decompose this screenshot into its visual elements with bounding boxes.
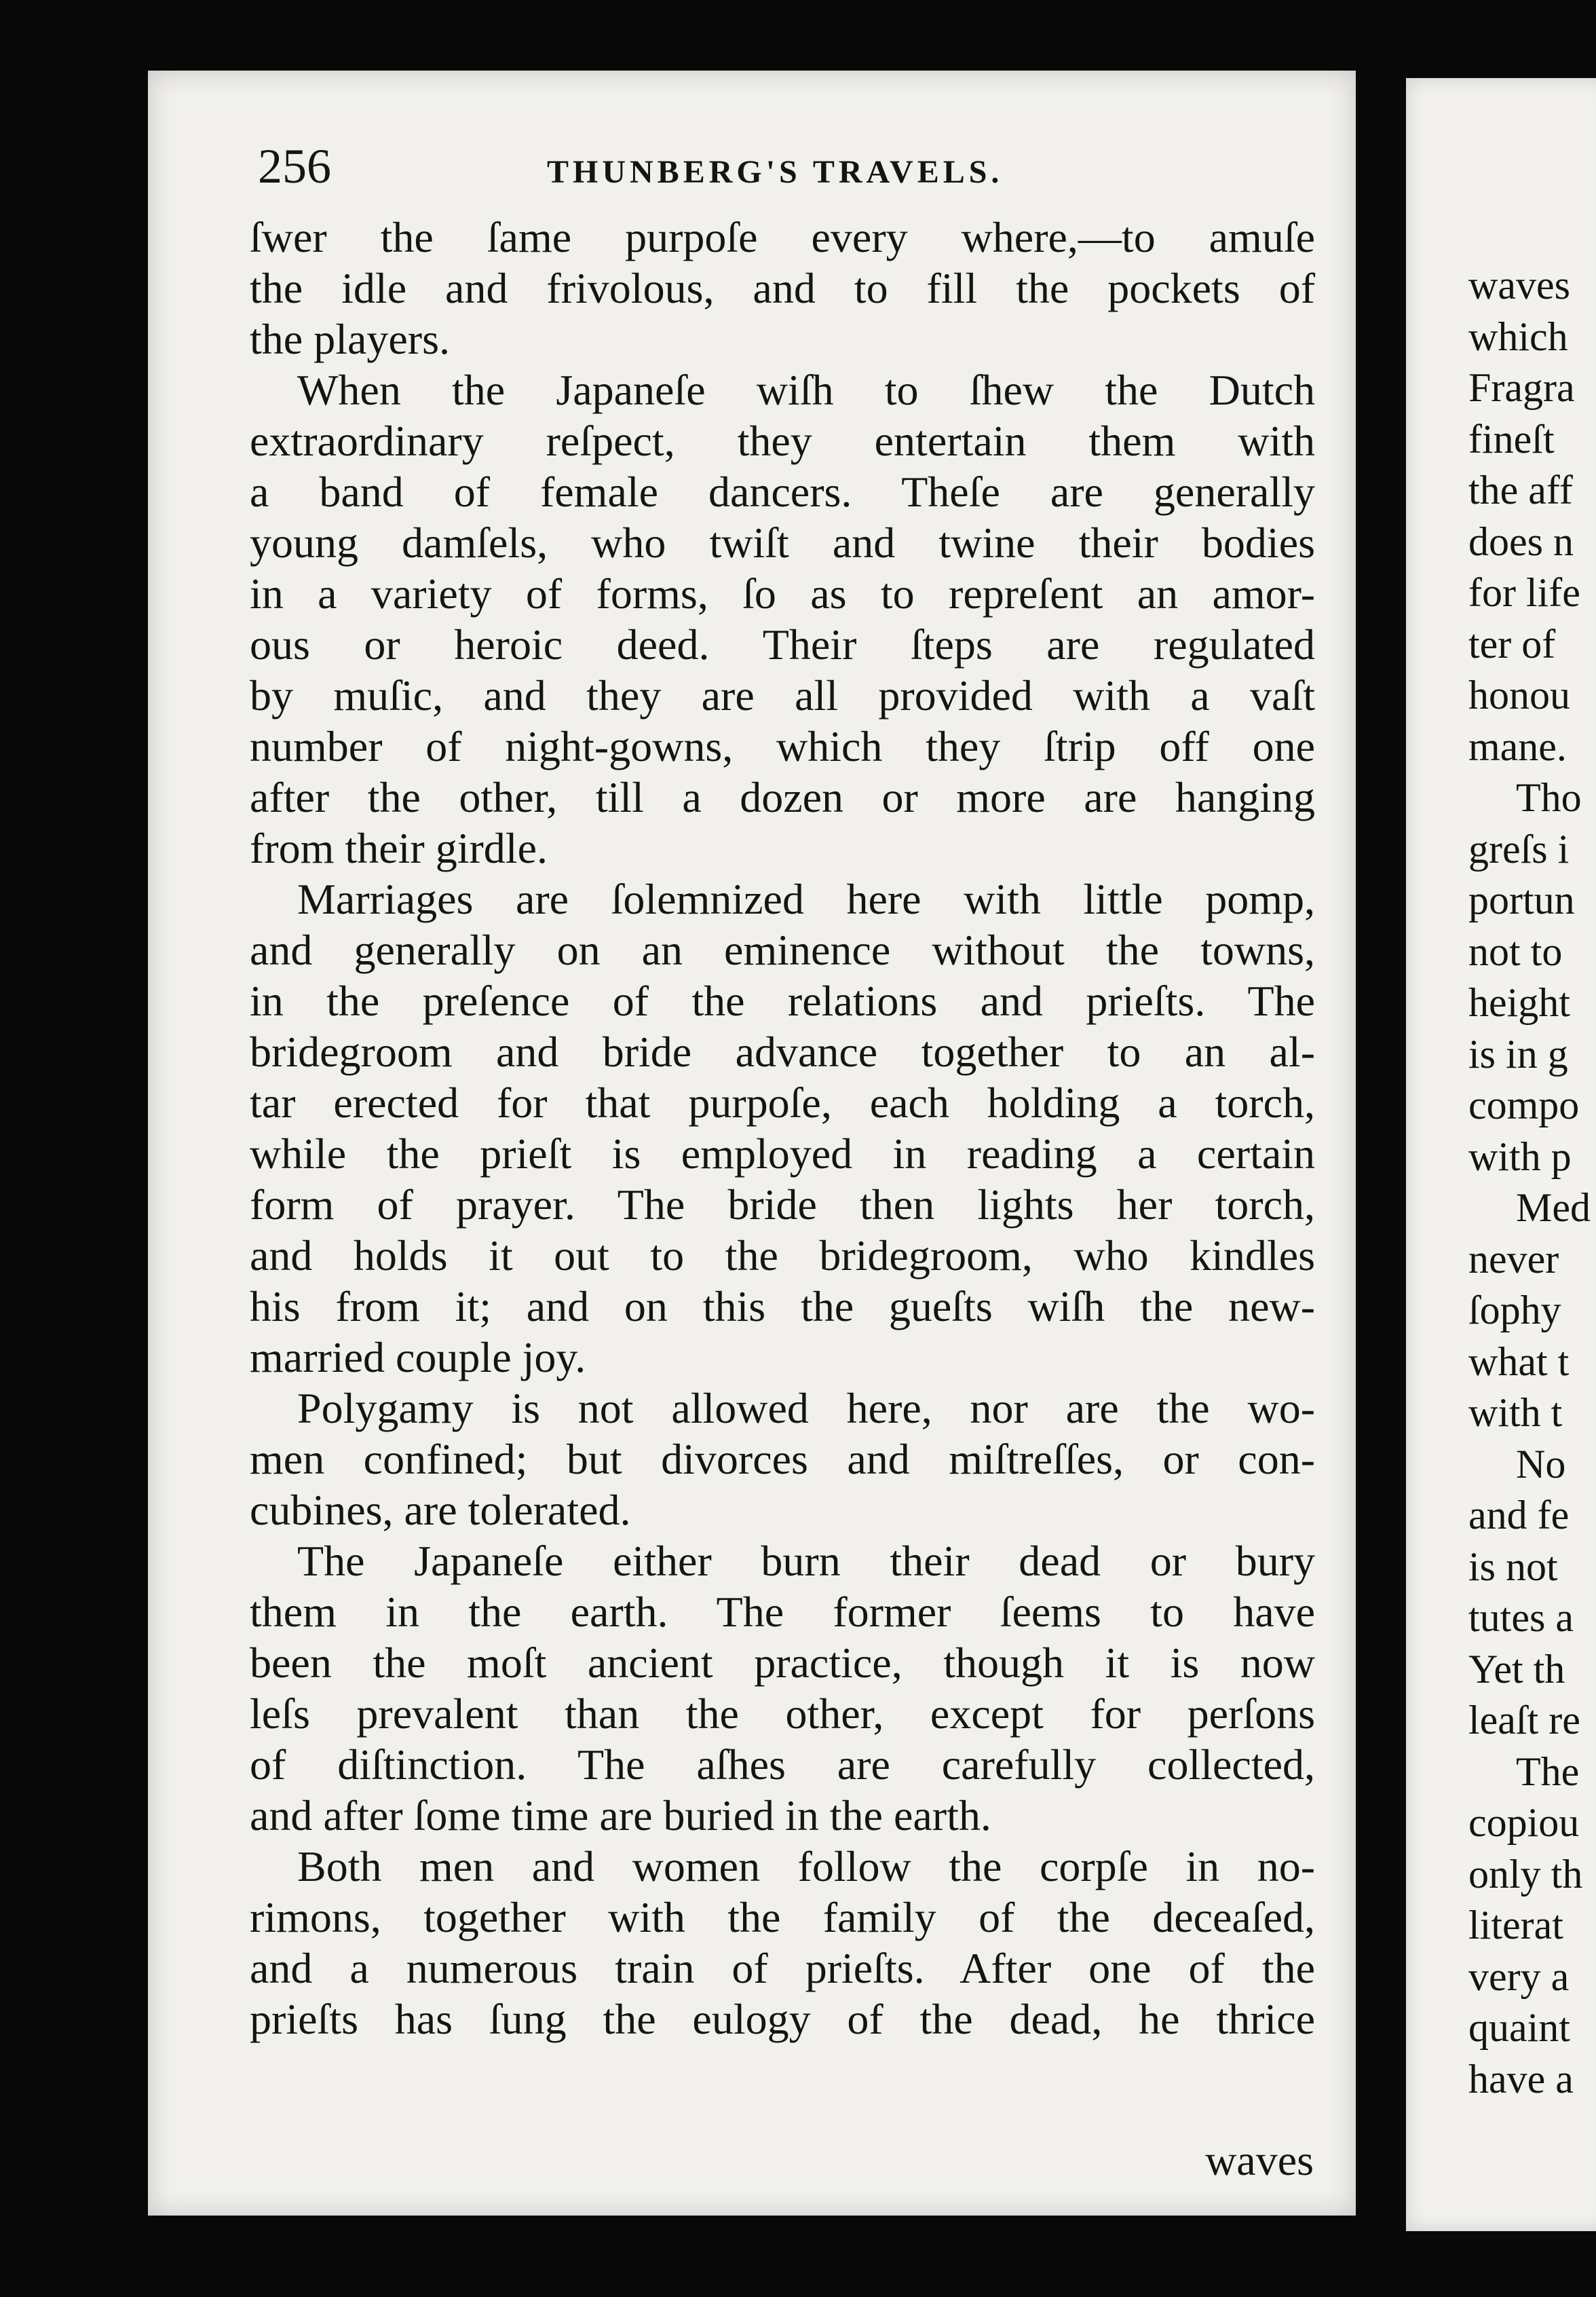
fragment-line: Tho: [1516, 775, 1582, 820]
fragment-line: portun: [1468, 878, 1575, 922]
text-line: been the moſt ancient practice, though it is now: [250, 1639, 1315, 1687]
fragment-line: compo: [1468, 1083, 1580, 1127]
text-line: ſwer the ſame purpoſe every where,—to amuſe: [250, 213, 1315, 261]
fragment-line: which: [1468, 314, 1568, 359]
fragment-line: what t: [1468, 1339, 1570, 1384]
fragment-line: and fe: [1468, 1493, 1570, 1537]
text-line: and after ſome time are buried in the earth.: [250, 1791, 991, 1840]
fragment-line: leaſt re: [1468, 1698, 1580, 1742]
text-line: form of prayer. The bride then lights her torch,: [250, 1180, 1315, 1229]
fragment-line: ter of: [1468, 621, 1556, 667]
fragment-line: Yet th: [1468, 1646, 1565, 1692]
text-line: the players.: [250, 315, 450, 363]
fragment-line: Fragra: [1468, 365, 1575, 410]
fragment-line: very a: [1468, 1954, 1570, 1999]
right-page-fragment: [1406, 78, 1596, 2231]
text-line: and a numerous train of prieſts. After one of the: [250, 1944, 1315, 1992]
text-line: married couple joy.: [250, 1333, 586, 1381]
fragment-line: fineſt: [1468, 416, 1555, 462]
text-line: extraordinary reſpect, they entertain them with: [250, 417, 1315, 465]
fragment-line: mane.: [1468, 724, 1567, 769]
text-line: cubines, are tolerated.: [250, 1486, 631, 1534]
text-line: by muſic, and they are all provided with a vaſt: [250, 671, 1315, 720]
text-line: and generally on an eminence without the towns,: [250, 926, 1315, 974]
catchword: waves: [1205, 2136, 1314, 2184]
fragment-line: the aff: [1468, 468, 1573, 512]
text-line: prieſts has ſung the eulogy of the dead, he thrice: [250, 1995, 1315, 2043]
left-page: [148, 71, 1356, 2216]
fragment-line: tutes a: [1468, 1595, 1574, 1640]
fragment-line: waves: [1468, 263, 1570, 307]
fragment-line: literat: [1468, 1903, 1563, 1947]
fragment-line: height: [1468, 980, 1570, 1025]
page-number: 256: [258, 139, 331, 193]
fragment-line: for life: [1468, 570, 1580, 615]
fragment-line: have a: [1468, 2056, 1574, 2102]
text-line: after the other, till a dozen or more are hanging: [250, 773, 1315, 821]
body-text: [250, 212, 1315, 2044]
fragment-line: quaint: [1468, 2005, 1570, 2050]
text-line: Both men and women follow the corpſe in no-: [297, 1842, 1315, 1890]
fragment-line: never: [1468, 1236, 1559, 1282]
fragment-line: is in g: [1468, 1031, 1568, 1077]
text-line: and holds it out to the bridegroom, who kindles: [250, 1231, 1315, 1280]
fragment-line: is not: [1468, 1544, 1558, 1589]
fragment-line: copiou: [1468, 1800, 1580, 1845]
fragment-line: The: [1516, 1749, 1580, 1794]
page-header: [258, 138, 1466, 220]
text-line: while the prieſt is employed in reading a certain: [250, 1129, 1315, 1178]
fragment-line: not to: [1468, 929, 1563, 974]
text-line: tar erected for that purpoſe, each holding a torch,: [250, 1079, 1315, 1127]
text-line: in the preſence of the relations and prieſts. The: [250, 977, 1315, 1025]
text-line: the idle and frivolous, and to fill the pockets of: [250, 264, 1315, 312]
text-line: Polygamy is not allowed here, nor are the wo-: [297, 1384, 1315, 1432]
fragment-line: with p: [1468, 1134, 1572, 1179]
text-line: a band of female dancers. Theſe are generally: [250, 468, 1315, 516]
fragment-line: with t: [1468, 1390, 1563, 1435]
text-line: leſs prevalent than the other, except for perſons: [250, 1689, 1315, 1738]
fragment-line: honou: [1468, 673, 1570, 717]
text-line: When the Japaneſe wiſh to ſhew the Dutch: [297, 366, 1315, 414]
text-line: rimons, together with the family of the deceaſed,: [250, 1893, 1315, 1941]
text-line: in a variety of forms, ſo as to repreſent an amor-: [250, 569, 1315, 618]
fragment-line: No: [1516, 1441, 1566, 1487]
text-line: his from it; and on this the gueſts wiſh the new-: [250, 1282, 1315, 1330]
text-line: number of night-gowns, which they ſtrip off one: [250, 722, 1315, 770]
fragment-line: only th: [1468, 1851, 1583, 1897]
running-head: THUNBERG'S TRAVELS.: [547, 154, 1004, 190]
text-line: ous or heroic deed. Their ſteps are regulated: [250, 620, 1315, 669]
text-line: from their girdle.: [250, 824, 548, 872]
fragment-line: does n: [1468, 519, 1574, 564]
text-line: men confined; but divorces and miſtreſſes, or con-: [250, 1435, 1315, 1483]
fragment-line: ſophy: [1468, 1288, 1561, 1332]
right-page-text: [1468, 260, 1596, 2105]
text-line: The Japaneſe either burn their dead or bury: [297, 1537, 1315, 1585]
text-line: bridegroom and bride advance together to an al-: [250, 1028, 1315, 1076]
text-line: young damſels, who twiſt and twine their bodies: [250, 519, 1315, 567]
text-line: of diſtinction. The aſhes are carefully collected,: [250, 1740, 1315, 1789]
text-line: them in the earth. The former ſeems to have: [250, 1588, 1315, 1636]
fragment-line: Med: [1516, 1185, 1591, 1230]
text-line: Marriages are ſolemnized here with little pomp,: [297, 875, 1315, 923]
fragment-line: greſs i: [1468, 826, 1570, 872]
